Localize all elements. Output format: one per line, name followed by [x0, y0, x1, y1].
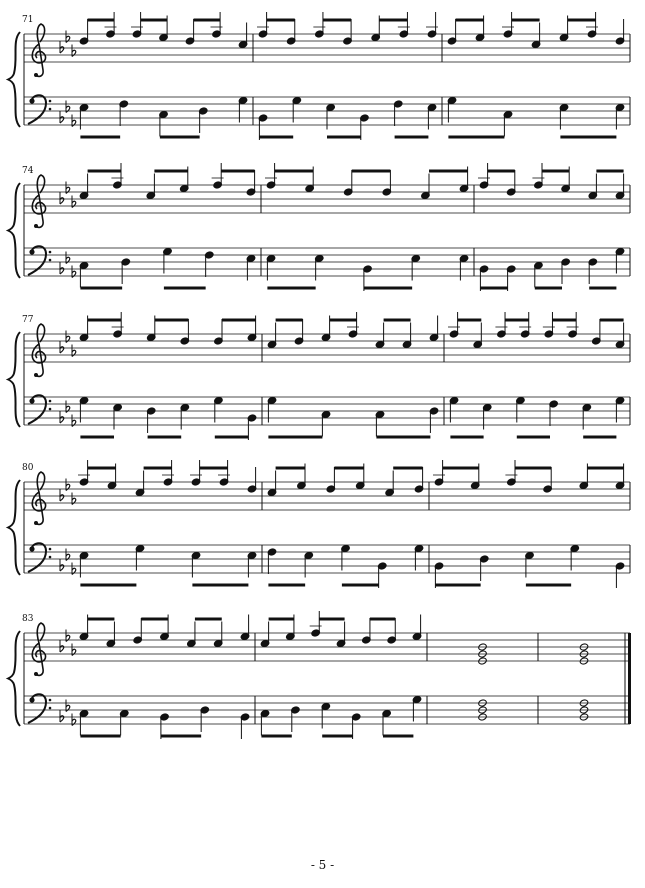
- key-flat: [60, 192, 64, 204]
- system-5: [8, 611, 631, 739]
- system-2: [8, 163, 630, 291]
- treble-clef: [32, 324, 45, 377]
- key-flat: [60, 411, 64, 423]
- treble-clef: [32, 472, 45, 525]
- key-flat: [60, 559, 64, 571]
- key-flat: [60, 262, 64, 274]
- treble-clef: [32, 175, 45, 228]
- key-flat: [60, 41, 64, 53]
- treble-clef: [32, 24, 45, 77]
- system-brace: [8, 332, 20, 427]
- treble-clef: [32, 623, 45, 676]
- key-flat: [60, 640, 64, 652]
- measure-number: 71: [22, 15, 34, 25]
- system-1: [8, 12, 630, 140]
- key-flat: [60, 710, 64, 722]
- measure-number: 74: [22, 166, 34, 176]
- page-number: - 5 -: [310, 858, 335, 872]
- bass-clef: [28, 246, 51, 275]
- score-systems: [8, 12, 631, 739]
- key-flat: [60, 111, 64, 123]
- system-brace: [8, 631, 20, 726]
- final-barline-thick: [628, 633, 631, 724]
- bass-clef: [28, 395, 51, 424]
- measure-number: 80: [22, 463, 34, 473]
- measure-number: 83: [22, 614, 34, 624]
- system-brace: [8, 480, 20, 575]
- measure-number: 77: [22, 315, 34, 325]
- bass-clef: [28, 95, 51, 124]
- system-4: [8, 460, 630, 588]
- bass-clef: [28, 694, 51, 723]
- key-flat: [60, 341, 64, 353]
- key-flat: [60, 489, 64, 501]
- system-brace: [8, 183, 20, 278]
- system-3: [8, 312, 630, 440]
- bass-clef: [28, 543, 51, 572]
- system-brace: [8, 32, 20, 127]
